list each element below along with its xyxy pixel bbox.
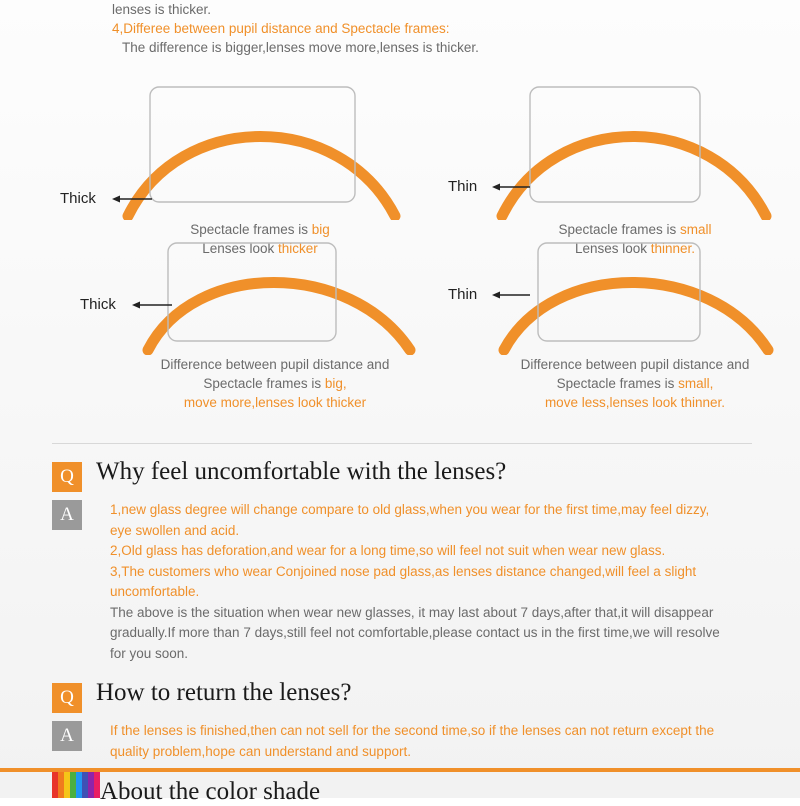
caption-highlight: big	[311, 222, 330, 237]
caption-line-1: Difference between pupil distance and	[520, 357, 750, 372]
question-title-1: Why feel uncomfortable with the lenses?	[96, 458, 507, 485]
answer-badge: A	[52, 721, 82, 751]
answer-line: eye swollen and acid.	[110, 522, 240, 538]
diagram-group	[0, 60, 800, 435]
label-thick-top-left: Thick	[60, 190, 96, 207]
footer-title: About the color shade	[100, 778, 321, 805]
caption-highlight: big,	[324, 376, 347, 391]
caption-highlight-2: thicker	[278, 241, 318, 256]
answer-line: for you soon.	[110, 645, 189, 661]
caption-prefix: Spectacle frames is	[556, 376, 679, 391]
caption-highlight: small	[680, 222, 712, 237]
lens-frame-illustration	[490, 230, 780, 355]
footer-accent-bar	[0, 768, 800, 772]
label-thin-bottom-right: Thin	[448, 286, 478, 303]
answer-line: uncomfortable.	[110, 584, 200, 599]
section-divider	[52, 443, 752, 444]
qa-block-2	[52, 679, 752, 781]
question-badge: Q	[52, 462, 82, 492]
diagram-bottom-right	[490, 230, 780, 412]
answer-line: 1,new glass degree will change compare to old glass,when you wear for the first time,may feel dizzy,	[110, 502, 710, 517]
intro-line-1: lenses is thicker.	[112, 2, 212, 17]
answer-line: If the lenses is finished,then can not sell for the second time,so if the lenses can not return except the	[110, 723, 715, 738]
caption-prefix-2: Lenses look	[574, 241, 651, 256]
diagram-caption-bottom-right	[490, 355, 780, 412]
answer-text-1	[110, 500, 800, 664]
caption-highlight: small,	[678, 376, 714, 391]
answer-line: 3,The customers who wear Conjoined nose pad glass,as lenses distance changed,will feel a slight	[110, 563, 697, 579]
answer-badge: A	[52, 500, 82, 530]
caption-highlight-2: thinner.	[650, 241, 696, 256]
pointer-arrow-bottom-right	[492, 288, 532, 302]
qa-block-1	[52, 458, 752, 661]
caption-line-3: move less,lenses look thinner.	[544, 395, 726, 410]
caption-line-1: Difference between pupil distance and	[160, 357, 390, 372]
label-thin-top-right: Thin	[448, 178, 478, 195]
color-swatch-icon	[52, 772, 100, 798]
question-row-2	[52, 679, 752, 721]
diagram-bottom-left	[130, 230, 420, 412]
pointer-arrow-top-left	[112, 192, 154, 206]
caption-prefix: Spectacle frames is	[190, 222, 312, 237]
diagram-caption-bottom-left	[130, 355, 420, 412]
intro-line-2: 4,Differee between pupil distance and Spectacle frames:	[112, 21, 450, 36]
answer-line: quality problem,hope can understand and support.	[110, 743, 411, 759]
lens-frame-illustration	[490, 70, 780, 220]
answer-line: gradually.If more than 7 days,still feel not comfortable,please contact us in the first time,we will resolve	[110, 625, 720, 640]
caption-line-3: move more,lenses look thicker	[183, 395, 367, 410]
caption-prefix: Spectacle frames is	[558, 222, 681, 237]
answer-text-2	[110, 721, 800, 762]
lens-frame-illustration	[130, 230, 420, 355]
caption-prefix: Spectacle frames is	[203, 376, 325, 391]
answer-line: The above is the situation when wear new glasses, it may last about 7 days,after that,it will disappear	[110, 604, 714, 620]
pointer-arrow-top-right	[492, 180, 532, 194]
answer-row-2	[52, 721, 752, 781]
answer-row-1	[52, 500, 752, 661]
intro-text	[112, 0, 772, 57]
caption-prefix-2: Lenses look	[202, 241, 279, 256]
lens-frame-illustration	[110, 70, 410, 220]
label-thick-bottom-left: Thick	[80, 296, 116, 313]
answer-line: 2,Old glass has deforation,and wear for a long time,so will feel not suit when wear new glass.	[110, 543, 666, 558]
question-title-2: How to return the lenses?	[96, 679, 352, 706]
intro-line-3: The difference is bigger,lenses move more,lenses is thicker.	[122, 40, 479, 55]
question-row-1	[52, 458, 752, 500]
pointer-arrow-bottom-left	[132, 298, 174, 312]
question-badge: Q	[52, 683, 82, 713]
